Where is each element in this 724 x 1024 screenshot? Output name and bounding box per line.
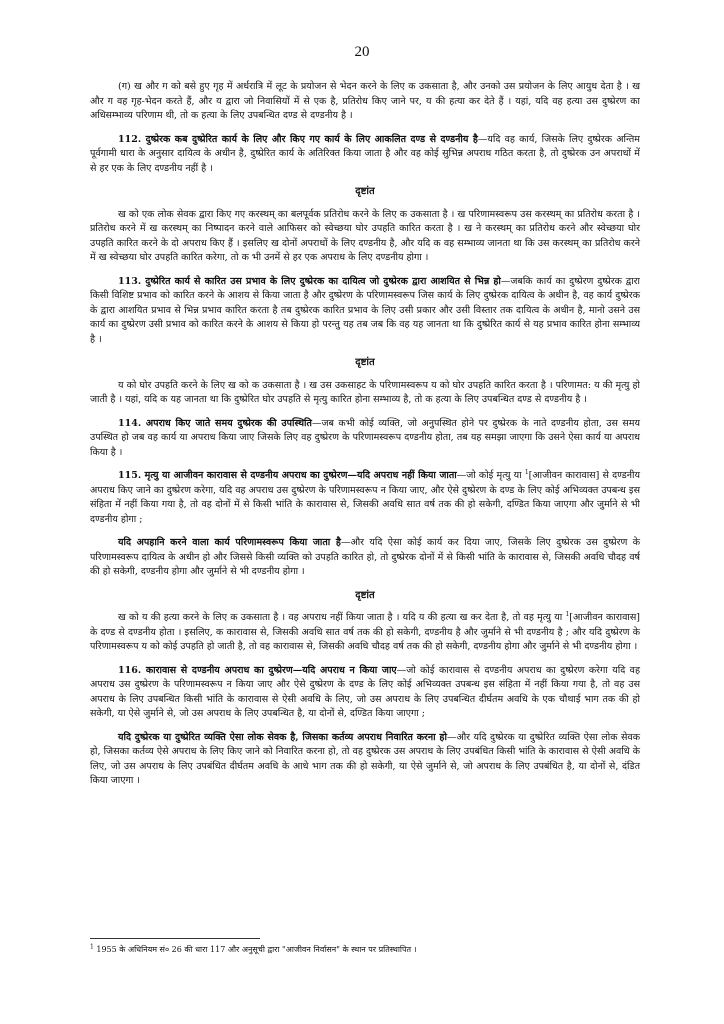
section-112-text: —यदि वह कार्य, जिसके लिए दुष्प्रेरक अन्तिम पूर्वगामी धारा के अनुसार दायित्व के अधीन है, दुष्प्रेरित कार्य के अतिरिक्त किया जाता है और वह कोई सुभिन्न अपराध गठित करता है, तो दुष्प्रेरक उन अपराधों में से हर एक के लिए दण्डनीय नहीं है ।: [90, 133, 640, 174]
illustration-heading: दृष्टांत: [355, 186, 375, 197]
section-116-para-2: [90, 731, 640, 789]
section-112-heading: 112. दुष्प्रेरक कब दुष्प्रेरित कार्य के लिए और किए गए कार्य के लिए आकलित दण्ड से दण्डनीय है: [118, 133, 478, 145]
section-116: [90, 664, 640, 722]
illustration-text: य को घोर उपहति करने के लिए ख को क उकसाता है । ख उस उकसाहट के परिणामस्वरूप य को घोर उपहति कारित करता है । परिणामत: य की मृत्यु हो जाती है । यहां, यदि क यह जानता था कि दुष्प्रेरित घोर उपहति से मृत्यु कारित होना सम्भाव्य है, तो क हत्या के लिए उपबन्धित दण्ड से दण्डनीय है ।: [90, 379, 640, 405]
section-112: [90, 133, 640, 177]
section-115-text-b: [आजीवन कारावास] से दण्डनीय अपराध किए जाने का दुष्प्रेरण करेगा, यदि वह अपराध उस दुष्प्रेरण के परिणामस्वरूप न किया जाए, और ऐसे दुष्प्रेरण के दण्ड के लिए कोई अभिव्यक्त उपबन्ध इस संहिता में नहीं किया गया है, तो वह दोनों में से किसी भांति के कारावास से, जिसकी अवधि सात वर्ष तक की हो सकेगी, दण्डित किया जाएगा और जुर्माने से भी दण्डनीय होगा ;: [90, 470, 640, 525]
section-115-para-2: [90, 536, 640, 580]
section-115-para-2-heading: यदि अपहानि करने वाला कार्य परिणामस्वरूप किया जाता है: [118, 537, 341, 548]
section-116-heading: 116. कारावास से दण्डनीय अपराध का दुष्प्रेरण—यदि अपराध न किया जाए: [118, 664, 397, 676]
footnote-mark: 1: [90, 943, 94, 951]
page-body: [90, 80, 640, 798]
section-115-para-2-text: —और यदि ऐसा कोई कार्य कर दिया जाए, जिसके लिए दुष्प्रेरक उस दुष्प्रेरण के परिणामस्वरूप दायित्व के अधीन हो और जिससे किसी व्यक्ति को उपहति कारित हो, तो दुष्प्रेरक दोनों में से किसी भांति के कारावास से, जिसकी अवधि चौदह वर्ष की हो सकेगी, दण्डनीय होगा और जुर्माने से भी दण्डनीय होगा ।: [90, 537, 640, 577]
illustration-g: (ग) ख और ग को बसे हुए गृह में अर्धरात्रि में लूट के प्रयोजन से भेदन करने के लिए क उकसाता है, और उनको उस प्रयोजन के लिए आयुध देता है । ख और ग वह गृह-भेदन करते हैं, और य द्वारा जो निवासियों में से एक है, प्रतिरोध किए जाने पर, य की हत्या कर देते हैं । यहां, यदि वह हत्या उस दुष्प्रेरण का अधिसम्भाव्य परिणाम थी, तो क हत्या के लिए उपबन्धित दण्ड से दण्डनीय है ।: [90, 81, 640, 121]
illustration-text-a: ख को य की हत्या करने के लिए क उकसाता है । वह अपराध नहीं किया जाता है । यदि य की हत्या ख कर देता है, तो वह मृत्यु या: [118, 612, 566, 623]
section-116-para-2-text: —और यदि दुष्प्रेरक या दुष्प्रेरित व्यक्ति ऐसा लोक सेवक हो, जिसका कर्तव्य ऐसे अपराध के लिए किए जाने को निवारित करना हो, तो वह दुष्प्रेरक उस अपराध के लिए उपबंधित किसी भांति के कारावास से ऐसी अवधि के लिए, जो उस अपराध के लिए उपबंधित दीर्घतम अवधि के आधे भाग तक की हो सकेगी, या ऐसे जुर्माने से, जो अपराध के लिए उपबंधित है, या दोनों से, दंडित किया जाएगा ।: [90, 731, 640, 786]
section-116-para-2-heading: यदि दुष्प्रेरक या दुष्प्रेरित व्यक्ति ऐसा लोक सेवक है, जिसका कर्तव्य अपराध निवारित करना हो: [118, 731, 447, 743]
illustration-text-b: [आजीवन कारावास] के दण्ड से दण्डनीय होता । इसलिए, क कारावास से, जिसकी अवधि सात वर्ष तक की हो सकेगी, दण्डनीय है और जुर्माने से भी दण्डनीय है ; और यदि दुष्प्रेरण के परिणामस्वरूप य को कोई उपहति हो जाती है, तो वह कारावास से, जिसकी अवधि चौदह वर्ष तक की हो सकेगी, दण्डनीय होगा और जुर्माने से भी दण्डनीय होगा ।: [90, 612, 640, 652]
footnote-ref: 1: [524, 468, 529, 476]
footnote: [90, 944, 640, 956]
page-number: 20: [354, 44, 370, 60]
section-114: [90, 417, 640, 461]
section-113: [90, 275, 640, 348]
section-115-heading: 115. मृत्यु या आजीवन कारावास से दण्डनीय अपराध का दुष्प्रेरण—यदि अपराध नहीं किया जाता: [118, 470, 457, 481]
section-114-heading: 114. अपराध किए जाते समय दुष्प्रेरक की उपस्थिति: [118, 417, 312, 429]
footnote-ref: 1: [565, 610, 570, 618]
footnote-divider: [90, 938, 260, 939]
illustration-text: [90, 611, 640, 655]
section-113-text: —जबकि कार्य का दुष्प्रेरण दुष्प्रेरक द्वारा किसी विशिष्ट प्रभाव को कारित करने के आशय से किया जाता है और दुष्प्रेरण के परिणामस्वरूप जिस कार्य के लिए दुष्प्रेरक दायित्व के अधीन है, वह कार्य दुष्प्रेरक के द्वारा आशयित प्रभाव से भिन्न प्रभाव कारित करता है तब दुष्प्रेरक कारित प्रभाव के लिए उसी प्रकार और उसी विस्तार तक दायित्व के अधीन है, मानो उसने उस कार्य का दुष्प्रेरण उसी प्रभाव को कारित करने के आशय से किया हो परन्तु यह तब जब कि वह यह जानता था कि दुष्प्रेरित कार्य से यह प्रभाव कारित होना सम्भाव्य है ।: [90, 275, 641, 345]
section-116-text: —जो कोई कारावास से दण्डनीय अपराध का दुष्प्रेरण करेगा यदि वह अपराध उस दुष्प्रेरण के परिणामस्वरूप न किया जाए और ऐसे दुष्प्रेरण के दण्ड के लिए कोई अभिव्यक्त उपबन्ध इस संहिता में नहीं किया गया है, तो वह उस अपराध के लिए उपबन्धित किसी भांति के कारावास से ऐसी अवधि के लिए, जो उस अपराध के लिए उपबन्धित दीर्घतम अवधि के एक चौथाई भाग तक की हो सकेगी, या ऐसे जुर्माने से, जो उस अपराध के लिए उपबन्धित है, या दोनों से, दण्डित किया जाएगा ;: [90, 664, 640, 719]
section-115-text-a: —जो कोई मृत्यु या: [456, 470, 525, 481]
illustration-heading: दृष्टांत: [355, 357, 375, 368]
illustration-text: ख को एक लोक सेवक द्वारा किए गए करस्थम् का बलपूर्वक प्रतिरोध करने के लिए क उकसाता है । ख परिणामस्वरूप उस करस्थम् का प्रतिरोध करता है । प्रतिरोध करने में ख करस्थम् का निष्पादन करने वाले आफिसर को स्वेच्छया घोर उपहति कारित करता है । ख ने करस्थम् का प्रतिरोध करने और स्वेच्छया घोर उपहति कारित करने के दो अपराध किए हैं । इसलिए ख दोनों अपराधों के लिए दण्डनीय है, और यदि क वह सम्भाव्य जानता था कि उस करस्थम् का प्रतिरोध करने में ख स्वेच्छया घोर उपहति कारित करेगा, तो क भी उनमें से हर एक अपराध के लिए दण्डनीय होगा ।: [90, 208, 640, 263]
footnote-text: 1955 के अधिनियम सं० 26 की धारा 117 और अनुसूची द्वारा "आजीवन निर्वासन" के स्थान पर प्रतिस्थापित ।: [96, 945, 417, 954]
section-114-text: —जब कभी कोई व्यक्ति, जो अनुपस्थित होने पर दुष्प्रेरक के नाते दण्डनीय होता, उस समय उपस्थित हो जब वह कार्य या अपराध किया जाए जिसके लिए वह दुष्प्रेरण के परिणामस्वरूप दण्डनीय होता, तब यह समझा जाएगा कि उसने ऐसा कार्य या अपराध किया है ।: [90, 417, 640, 458]
illustration-heading: दृष्टांत: [355, 589, 375, 601]
section-115: [90, 469, 640, 527]
section-113-heading: 113. दुष्प्रेरित कार्य से कारित उस प्रभाव के लिए दुष्प्रेरक का दायित्व जो दुष्प्रेरक द्वारा आशयित से भिन्न हो: [118, 275, 501, 287]
